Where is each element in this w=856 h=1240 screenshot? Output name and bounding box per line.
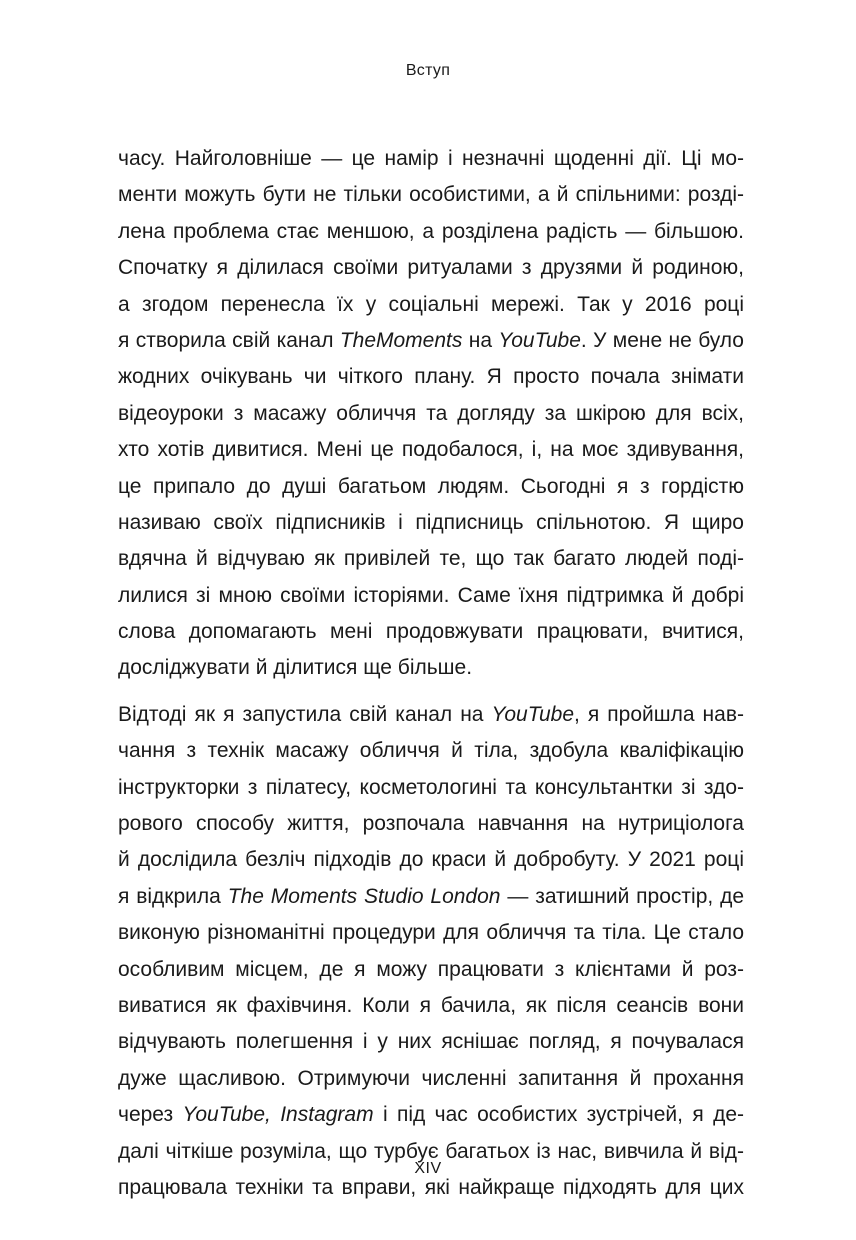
text-segment: й дослідила безліч підходів до краси й добробуту. У 2021 році	[118, 848, 744, 872]
text-segment: і під час особистих зустрічей, я де-	[373, 1103, 745, 1127]
italic-text: YouTube, Instagram	[182, 1103, 374, 1127]
text-segment: називаю своїх підписників і підписниць спільнотою. Я щиро	[118, 510, 744, 534]
text-line	[118, 323, 744, 359]
text-segment: я відкрила	[118, 884, 228, 908]
text-segment: а згодом перенесла їх у соціальні мережі. Так у 2016 році	[118, 292, 744, 316]
text-segment: особливим місцем, де я можу працювати з клієнтами й роз-	[118, 957, 744, 981]
italic-text: The Moments Studio London	[227, 884, 501, 908]
text-line	[118, 842, 744, 878]
body-text	[118, 141, 744, 1206]
text-segment: часу. Найголовніше — це намір і незначні щоденні дії. Ці мо-	[118, 147, 744, 170]
text-segment: далі чіткіше розуміла, що турбує багатьох із нас, вивчила й від-	[118, 1139, 744, 1163]
text-line	[118, 988, 744, 1024]
text-segment: я створила свій канал	[118, 328, 340, 352]
text-line	[118, 177, 744, 213]
text-line	[118, 250, 744, 286]
text-segment: виватися як фахівчиня. Коли я бачила, як після сеансів вони	[118, 993, 744, 1017]
text-segment: менти можуть бути не тільки особистими, а й спільними: розді-	[118, 183, 744, 207]
text-line	[118, 396, 744, 432]
text-line	[118, 614, 744, 650]
text-segment: працювала техніки та вправи, які найкраще підходять для цих	[118, 1175, 744, 1199]
text-segment: через	[118, 1103, 183, 1127]
text-line	[118, 952, 744, 988]
paragraph	[118, 697, 744, 1206]
text-segment: рового способу життя, розпочала навчання на нутриціолога	[118, 812, 744, 836]
text-line	[118, 578, 744, 614]
text-line	[118, 469, 744, 505]
text-line	[118, 650, 744, 686]
text-line	[118, 733, 744, 769]
text-segment: досліджувати й ділитися ще більше.	[118, 656, 473, 680]
text-segment: чання з технік масажу обличчя й тіла, здобула кваліфікацію	[118, 739, 744, 763]
text-line	[118, 287, 744, 323]
text-segment: виконую різноманітні процедури для обличчя та тіла. Це стало	[118, 921, 744, 945]
text-segment: відчувають полегшення і у них яснішає погляд, я почувалася	[118, 1030, 744, 1054]
text-segment: Відтоді як я запустила свій канал на	[118, 702, 492, 726]
text-segment: це припало до душі багатьом людям. Сьогодні я з гордістю	[118, 474, 744, 498]
text-line	[118, 770, 744, 806]
text-line	[118, 505, 744, 541]
text-segment: лена проблема стає меншою, а розділена радість — більшою.	[118, 219, 744, 243]
text-segment: відеоуроки з масажу обличчя та догляду за шкірою для всіх,	[118, 401, 744, 425]
running-head: Вступ	[405, 62, 451, 79]
italic-text: YouTube	[498, 328, 581, 352]
italic-text: TheMoments	[339, 328, 463, 352]
paragraph	[118, 141, 744, 687]
text-segment: вдячна й відчуваю як привілей те, що так багато людей поді-	[118, 547, 744, 571]
text-segment: Спочатку я ділилася своїми ритуалами з друзями й родиною,	[118, 256, 744, 280]
text-segment: , я пройшла нав-	[574, 702, 744, 726]
text-segment: інструкторки з пілатесу, косметологині та консультантки зі здо-	[118, 775, 744, 799]
text-line	[118, 879, 744, 915]
text-segment: лилися зі мною своїми історіями. Саме їхня підтримка й добрі	[118, 583, 744, 607]
text-line	[118, 806, 744, 842]
text-line	[118, 1061, 744, 1097]
text-line	[118, 141, 744, 177]
text-segment: жодних очікувань чи чіткого плану. Я просто почала знімати	[118, 365, 744, 389]
text-line	[118, 214, 744, 250]
text-line	[118, 432, 744, 468]
text-line	[118, 541, 744, 577]
text-line	[118, 697, 744, 733]
text-line	[118, 915, 744, 951]
text-segment: . У мене не було	[580, 328, 744, 352]
text-line	[118, 359, 744, 395]
text-line	[118, 1024, 744, 1060]
text-line	[118, 1097, 744, 1133]
text-segment: на	[462, 328, 499, 352]
text-segment: дуже щасливою. Отримуючи численні запитання й прохання	[118, 1066, 744, 1090]
page-number: XIV	[414, 1160, 442, 1177]
text-segment: слова допомагають мені продовжувати працювати, вчитися,	[118, 620, 744, 644]
text-segment: хто хотів дивитися. Мені це подобалося, і, на моє здивування,	[118, 438, 744, 462]
italic-text: YouTube	[491, 702, 575, 726]
text-segment: — затишний простір, де	[500, 884, 745, 908]
